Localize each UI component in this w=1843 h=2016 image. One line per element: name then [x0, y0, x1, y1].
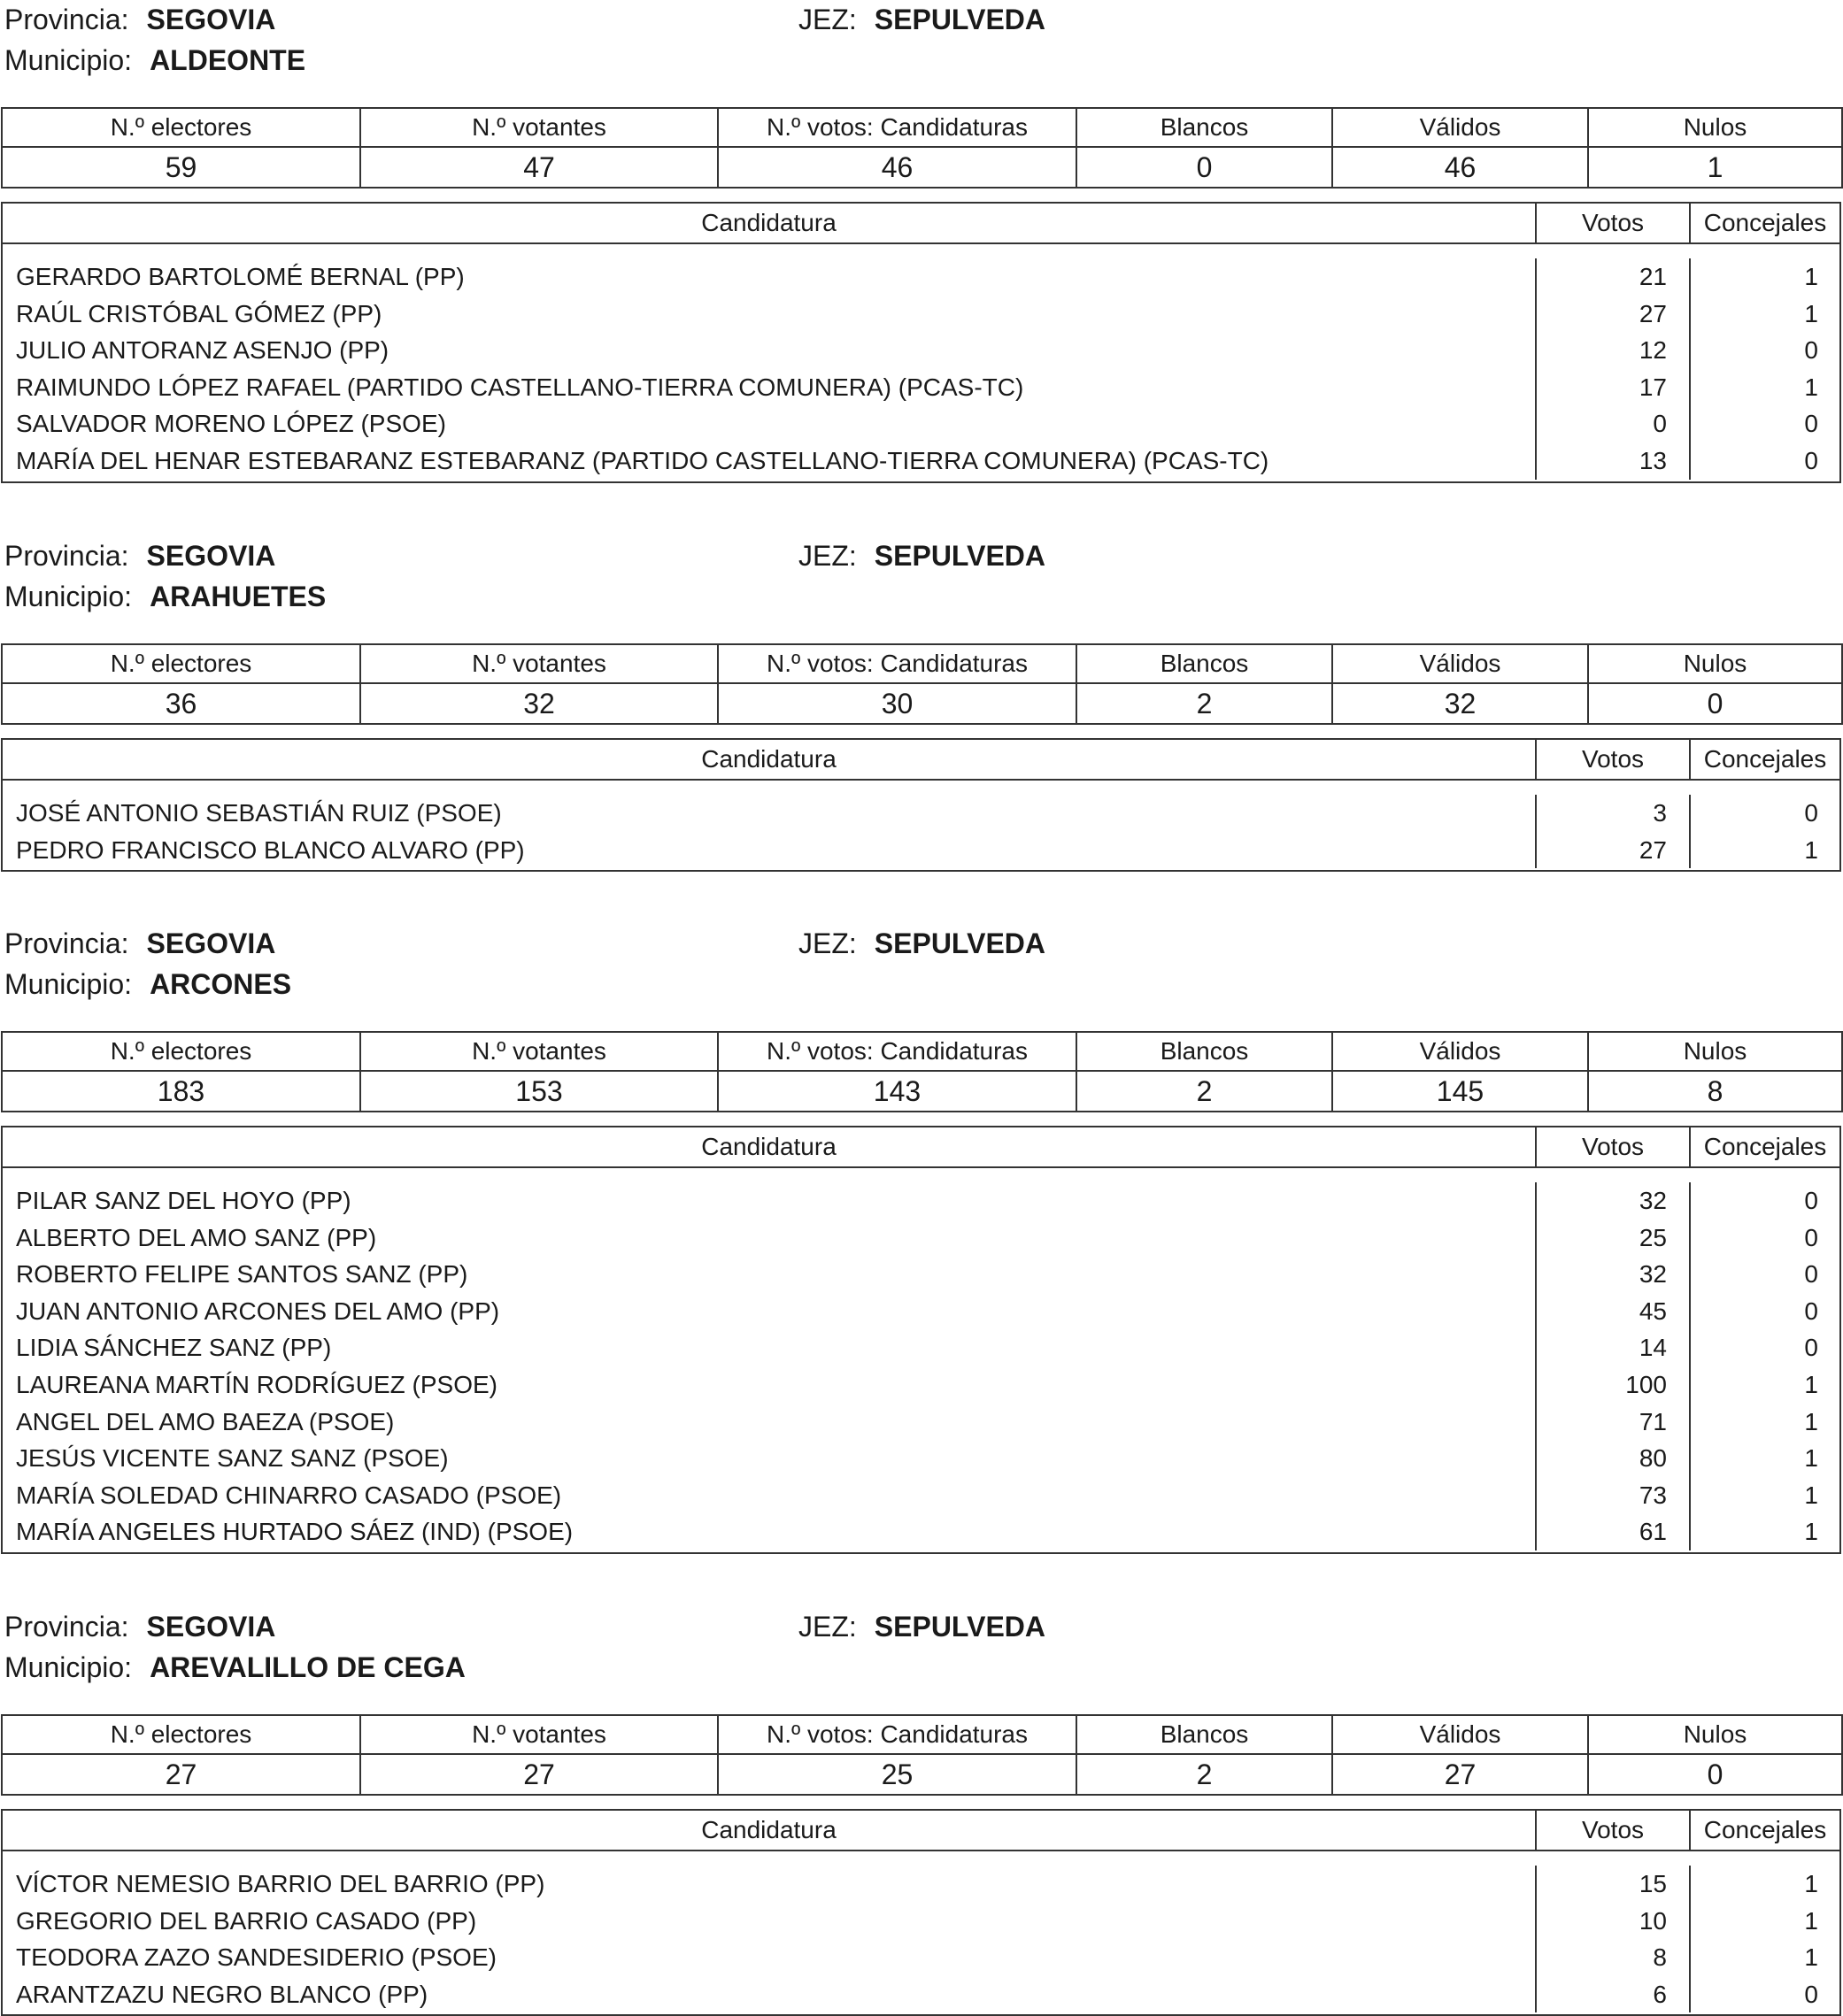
stats-value-row — [2, 147, 1842, 188]
municipio-line — [4, 968, 291, 1000]
votos-header: Votos — [1537, 204, 1691, 242]
candidate-concejales: 1 — [1804, 835, 1818, 864]
candidate-concejales: 0 — [1804, 1187, 1818, 1214]
stats-table — [1, 1031, 1843, 1112]
stats-value-cell: 153 — [360, 1071, 718, 1112]
jez-value: SEPULVEDA — [874, 927, 1045, 959]
table-row — [3, 1182, 1839, 1220]
stats-value-cell: 145 — [1332, 1071, 1588, 1112]
candidate-name: ALBERTO DEL AMO SANZ (PP) — [3, 1220, 1537, 1257]
table-row — [3, 832, 1839, 869]
candidate-concejales: 1 — [1804, 1481, 1818, 1509]
stats-header-cell: Blancos — [1076, 108, 1332, 147]
candidate-votes: 45 — [1537, 1293, 1691, 1330]
table-row — [3, 1477, 1839, 1514]
table-row — [3, 442, 1839, 480]
candidate-name: ROBERTO FELIPE SANTOS SANZ (PP) — [3, 1256, 1537, 1293]
stats-value-cell: 30 — [718, 683, 1076, 724]
candidate-votes: 10 — [1537, 1903, 1691, 1940]
candidate-votes: 15 — [1537, 1866, 1691, 1903]
table-row — [3, 1976, 1839, 2013]
table-row — [3, 1366, 1839, 1404]
candidates-body — [3, 1168, 1839, 1552]
municipio-line — [4, 581, 326, 612]
stats-header-cell: Nulos — [1588, 644, 1842, 683]
provincia-line — [4, 1611, 275, 1643]
table-row — [3, 1293, 1839, 1330]
table-row — [3, 369, 1839, 406]
table-row — [3, 405, 1839, 442]
candidate-concejales: 1 — [1804, 1444, 1818, 1473]
candidate-concejales: 0 — [1804, 1297, 1818, 1325]
candidates-header-row — [3, 1127, 1839, 1168]
municipio-line — [4, 44, 305, 76]
stats-header-cell: N.º electores — [2, 1032, 360, 1071]
candidatura-header: Candidatura — [3, 740, 1537, 779]
stats-header-cell: N.º votantes — [360, 644, 718, 683]
candidate-name: PEDRO FRANCISCO BLANCO ALVARO (PP) — [3, 832, 1537, 869]
stats-value-cell: 1 — [1588, 147, 1842, 188]
stats-table — [1, 1714, 1843, 1796]
table-row — [3, 332, 1839, 369]
candidate-concejales: 1 — [1804, 1906, 1818, 1935]
candidate-votes: 73 — [1537, 1477, 1691, 1514]
candidatura-header: Candidatura — [3, 1811, 1537, 1850]
candidate-concejales: 0 — [1804, 410, 1818, 438]
table-row — [3, 1256, 1839, 1293]
candidate-name: GREGORIO DEL BARRIO CASADO (PP) — [3, 1903, 1537, 1940]
candidate-concejales: 1 — [1804, 263, 1818, 290]
votos-header: Votos — [1537, 740, 1691, 779]
candidates-body — [3, 244, 1839, 481]
candidate-concejales: 1 — [1804, 373, 1818, 401]
stats-header-cell: Válidos — [1332, 1715, 1588, 1754]
candidate-name: JESÚS VICENTE SANZ SANZ (PSOE) — [3, 1440, 1537, 1477]
candidate-votes: 27 — [1537, 296, 1691, 333]
candidate-name: ANGEL DEL AMO BAEZA (PSOE) — [3, 1404, 1537, 1441]
jez-line — [798, 1611, 1045, 1643]
candidates-table — [1, 202, 1841, 483]
stats-value-cell: 46 — [718, 147, 1076, 188]
candidate-votes: 8 — [1537, 1939, 1691, 1976]
candidate-name: PILAR SANZ DEL HOYO (PP) — [3, 1182, 1537, 1220]
candidate-votes: 100 — [1537, 1366, 1691, 1404]
provincia-label: Provincia: — [4, 4, 129, 35]
candidate-votes: 71 — [1537, 1404, 1691, 1441]
table-row — [3, 1939, 1839, 1976]
candidate-votes: 14 — [1537, 1329, 1691, 1366]
candidate-concejales: 1 — [1804, 1370, 1818, 1398]
candidate-votes: 25 — [1537, 1220, 1691, 1257]
table-row — [3, 1866, 1839, 1903]
candidate-name: MARÍA DEL HENAR ESTEBARANZ ESTEBARANZ (PARTIDO CASTELLANO-TIERRA COMUNERA) (PCAS-TC) — [3, 442, 1537, 480]
stats-value-cell: 25 — [718, 1754, 1076, 1795]
municipio-value: ALDEONTE — [150, 44, 306, 76]
candidate-concejales: 0 — [1804, 1980, 1818, 2008]
stats-header-cell: Nulos — [1588, 1715, 1842, 1754]
municipio-line — [4, 1651, 466, 1683]
candidate-votes: 32 — [1537, 1182, 1691, 1220]
stats-header-cell: Nulos — [1588, 1032, 1842, 1071]
stats-header-cell: Válidos — [1332, 108, 1588, 147]
candidate-concejales: 0 — [1804, 336, 1818, 365]
candidate-votes: 12 — [1537, 332, 1691, 369]
concejales-header: Concejales — [1703, 745, 1827, 773]
stats-value-cell: 32 — [1332, 683, 1588, 724]
table-row — [3, 258, 1839, 296]
stats-header-cell: Blancos — [1076, 1715, 1332, 1754]
stats-value-cell: 0 — [1588, 1754, 1842, 1795]
candidate-concejales: 1 — [1804, 1407, 1818, 1435]
jez-value: SEPULVEDA — [874, 4, 1045, 35]
stats-header-row — [2, 1715, 1842, 1754]
candidate-name: MARÍA SOLEDAD CHINARRO CASADO (PSOE) — [3, 1477, 1537, 1514]
stats-header-cell: Nulos — [1588, 108, 1842, 147]
stats-header-cell: N.º votos: Candidaturas — [718, 1032, 1076, 1071]
candidate-name: LAUREANA MARTÍN RODRÍGUEZ (PSOE) — [3, 1366, 1537, 1404]
candidates-body — [3, 781, 1839, 870]
table-row — [3, 1903, 1839, 1940]
candidate-concejales: 1 — [1804, 1870, 1818, 1897]
votos-header: Votos — [1537, 1127, 1691, 1166]
candidate-name: ARANTZAZU NEGRO BLANCO (PP) — [3, 1976, 1537, 2013]
provincia-value: SEGOVIA — [146, 540, 276, 572]
stats-header-cell: Blancos — [1076, 1032, 1332, 1071]
candidate-votes: 3 — [1537, 795, 1691, 832]
votos-header: Votos — [1537, 1811, 1691, 1850]
stats-header-cell: Válidos — [1332, 644, 1588, 683]
municipio-label: Municipio: — [4, 44, 133, 76]
candidate-concejales: 1 — [1804, 299, 1818, 327]
stats-header-row — [2, 1032, 1842, 1071]
jez-label: JEZ: — [798, 4, 857, 35]
stats-header-cell: Blancos — [1076, 644, 1332, 683]
stats-header-cell: N.º votos: Candidaturas — [718, 108, 1076, 147]
municipio-value: ARCONES — [150, 968, 292, 1000]
candidate-votes: 21 — [1537, 258, 1691, 296]
stats-value-cell: 2 — [1076, 683, 1332, 724]
candidate-votes: 27 — [1537, 832, 1691, 869]
candidate-votes: 80 — [1537, 1440, 1691, 1477]
table-row — [3, 1404, 1839, 1441]
jez-line — [798, 4, 1045, 35]
candidatura-header: Candidatura — [3, 1127, 1537, 1166]
provincia-value: SEGOVIA — [146, 4, 276, 35]
provincia-value: SEGOVIA — [146, 1611, 276, 1643]
stats-header-cell: N.º votantes — [360, 1032, 718, 1071]
stats-header-cell: Válidos — [1332, 1032, 1588, 1071]
stats-header-cell: N.º electores — [2, 1715, 360, 1754]
candidate-name: VÍCTOR NEMESIO BARRIO DEL BARRIO (PP) — [3, 1866, 1537, 1903]
candidates-table — [1, 1809, 1841, 2016]
candidate-name: RAÚL CRISTÓBAL GÓMEZ (PP) — [3, 296, 1537, 333]
table-row — [3, 1220, 1839, 1257]
candidate-votes: 6 — [1537, 1976, 1691, 2013]
provincia-label: Provincia: — [4, 540, 129, 572]
municipio-value: AREVALILLO DE CEGA — [150, 1651, 466, 1683]
stats-value-cell: 47 — [360, 147, 718, 188]
stats-value-cell: 36 — [2, 683, 360, 724]
candidate-name: TEODORA ZAZO SANDESIDERIO (PSOE) — [3, 1939, 1537, 1976]
stats-header-cell: N.º electores — [2, 108, 360, 147]
candidates-body — [3, 1851, 1839, 2014]
candidate-concejales: 0 — [1804, 1223, 1818, 1251]
stats-value-row — [2, 683, 1842, 724]
candidate-votes: 61 — [1537, 1513, 1691, 1550]
municipio-value: ARAHUETES — [150, 581, 327, 612]
candidate-concejales: 0 — [1804, 446, 1818, 474]
stats-header-cell: N.º votantes — [360, 1715, 718, 1754]
stats-value-row — [2, 1754, 1842, 1795]
stats-header-row — [2, 644, 1842, 683]
provincia-line — [4, 4, 275, 35]
candidate-votes: 32 — [1537, 1256, 1691, 1293]
candidate-concejales: 0 — [1804, 1260, 1818, 1289]
concejales-header: Concejales — [1703, 1133, 1827, 1160]
stats-value-cell: 46 — [1332, 147, 1588, 188]
stats-value-cell: 8 — [1588, 1071, 1842, 1112]
jez-label: JEZ: — [798, 1611, 857, 1643]
stats-value-cell: 59 — [2, 147, 360, 188]
provincia-line — [4, 540, 275, 572]
stats-header-cell: N.º votos: Candidaturas — [718, 644, 1076, 683]
candidate-concejales: 1 — [1804, 1518, 1818, 1546]
municipio-label: Municipio: — [4, 581, 133, 612]
table-row — [3, 1513, 1839, 1550]
candidate-name: MARÍA ANGELES HURTADO SÁEZ (IND) (PSOE) — [3, 1513, 1537, 1550]
candidates-header-row — [3, 740, 1839, 781]
jez-value: SEPULVEDA — [874, 1611, 1045, 1643]
candidate-votes: 17 — [1537, 369, 1691, 406]
stats-table — [1, 107, 1843, 189]
candidate-votes: 0 — [1537, 405, 1691, 442]
stats-header-row — [2, 108, 1842, 147]
stats-table — [1, 643, 1843, 725]
jez-label: JEZ: — [798, 927, 857, 959]
stats-value-cell: 27 — [2, 1754, 360, 1795]
candidate-name: LIDIA SÁNCHEZ SANZ (PP) — [3, 1329, 1537, 1366]
table-row — [3, 1329, 1839, 1366]
stats-value-cell: 2 — [1076, 1754, 1332, 1795]
concejales-header: Concejales — [1703, 209, 1827, 236]
stats-header-cell: N.º votos: Candidaturas — [718, 1715, 1076, 1754]
stats-value-cell: 143 — [718, 1071, 1076, 1112]
table-row — [3, 795, 1839, 832]
candidates-table — [1, 1126, 1841, 1554]
table-row — [3, 1440, 1839, 1477]
table-row — [3, 296, 1839, 333]
stats-value-cell: 0 — [1588, 683, 1842, 724]
candidate-concejales: 0 — [1804, 1334, 1818, 1362]
candidate-votes: 13 — [1537, 442, 1691, 480]
jez-line — [798, 540, 1045, 572]
jez-value: SEPULVEDA — [874, 540, 1045, 572]
stats-value-cell: 27 — [1332, 1754, 1588, 1795]
candidate-name: SALVADOR MORENO LÓPEZ (PSOE) — [3, 405, 1537, 442]
candidates-header-row — [3, 1811, 1839, 1851]
candidates-header-row — [3, 204, 1839, 244]
candidatura-header: Candidatura — [3, 204, 1537, 242]
candidate-name: JULIO ANTORANZ ASENJO (PP) — [3, 332, 1537, 369]
candidate-concejales: 1 — [1804, 1943, 1818, 1972]
stats-header-cell: N.º votantes — [360, 108, 718, 147]
provincia-label: Provincia: — [4, 927, 129, 959]
provincia-line — [4, 927, 275, 959]
candidate-name: JUAN ANTONIO ARCONES DEL AMO (PP) — [3, 1293, 1537, 1330]
candidate-concejales: 0 — [1804, 799, 1818, 827]
candidate-name: JOSÉ ANTONIO SEBASTIÁN RUIZ (PSOE) — [3, 795, 1537, 832]
concejales-header: Concejales — [1703, 1816, 1827, 1843]
municipio-label: Municipio: — [4, 1651, 133, 1683]
stats-value-cell: 0 — [1076, 147, 1332, 188]
jez-line — [798, 927, 1045, 959]
stats-value-cell: 183 — [2, 1071, 360, 1112]
stats-value-cell: 2 — [1076, 1071, 1332, 1112]
stats-value-row — [2, 1071, 1842, 1112]
provincia-value: SEGOVIA — [146, 927, 276, 959]
municipio-label: Municipio: — [4, 968, 133, 1000]
candidate-name: GERARDO BARTOLOMÉ BERNAL (PP) — [3, 258, 1537, 296]
stats-header-cell: N.º electores — [2, 644, 360, 683]
candidates-table — [1, 738, 1841, 872]
stats-value-cell: 27 — [360, 1754, 718, 1795]
provincia-label: Provincia: — [4, 1611, 129, 1643]
stats-value-cell: 32 — [360, 683, 718, 724]
candidate-name: RAIMUNDO LÓPEZ RAFAEL (PARTIDO CASTELLANO-TIERRA COMUNERA) (PCAS-TC) — [3, 369, 1537, 406]
jez-label: JEZ: — [798, 540, 857, 572]
